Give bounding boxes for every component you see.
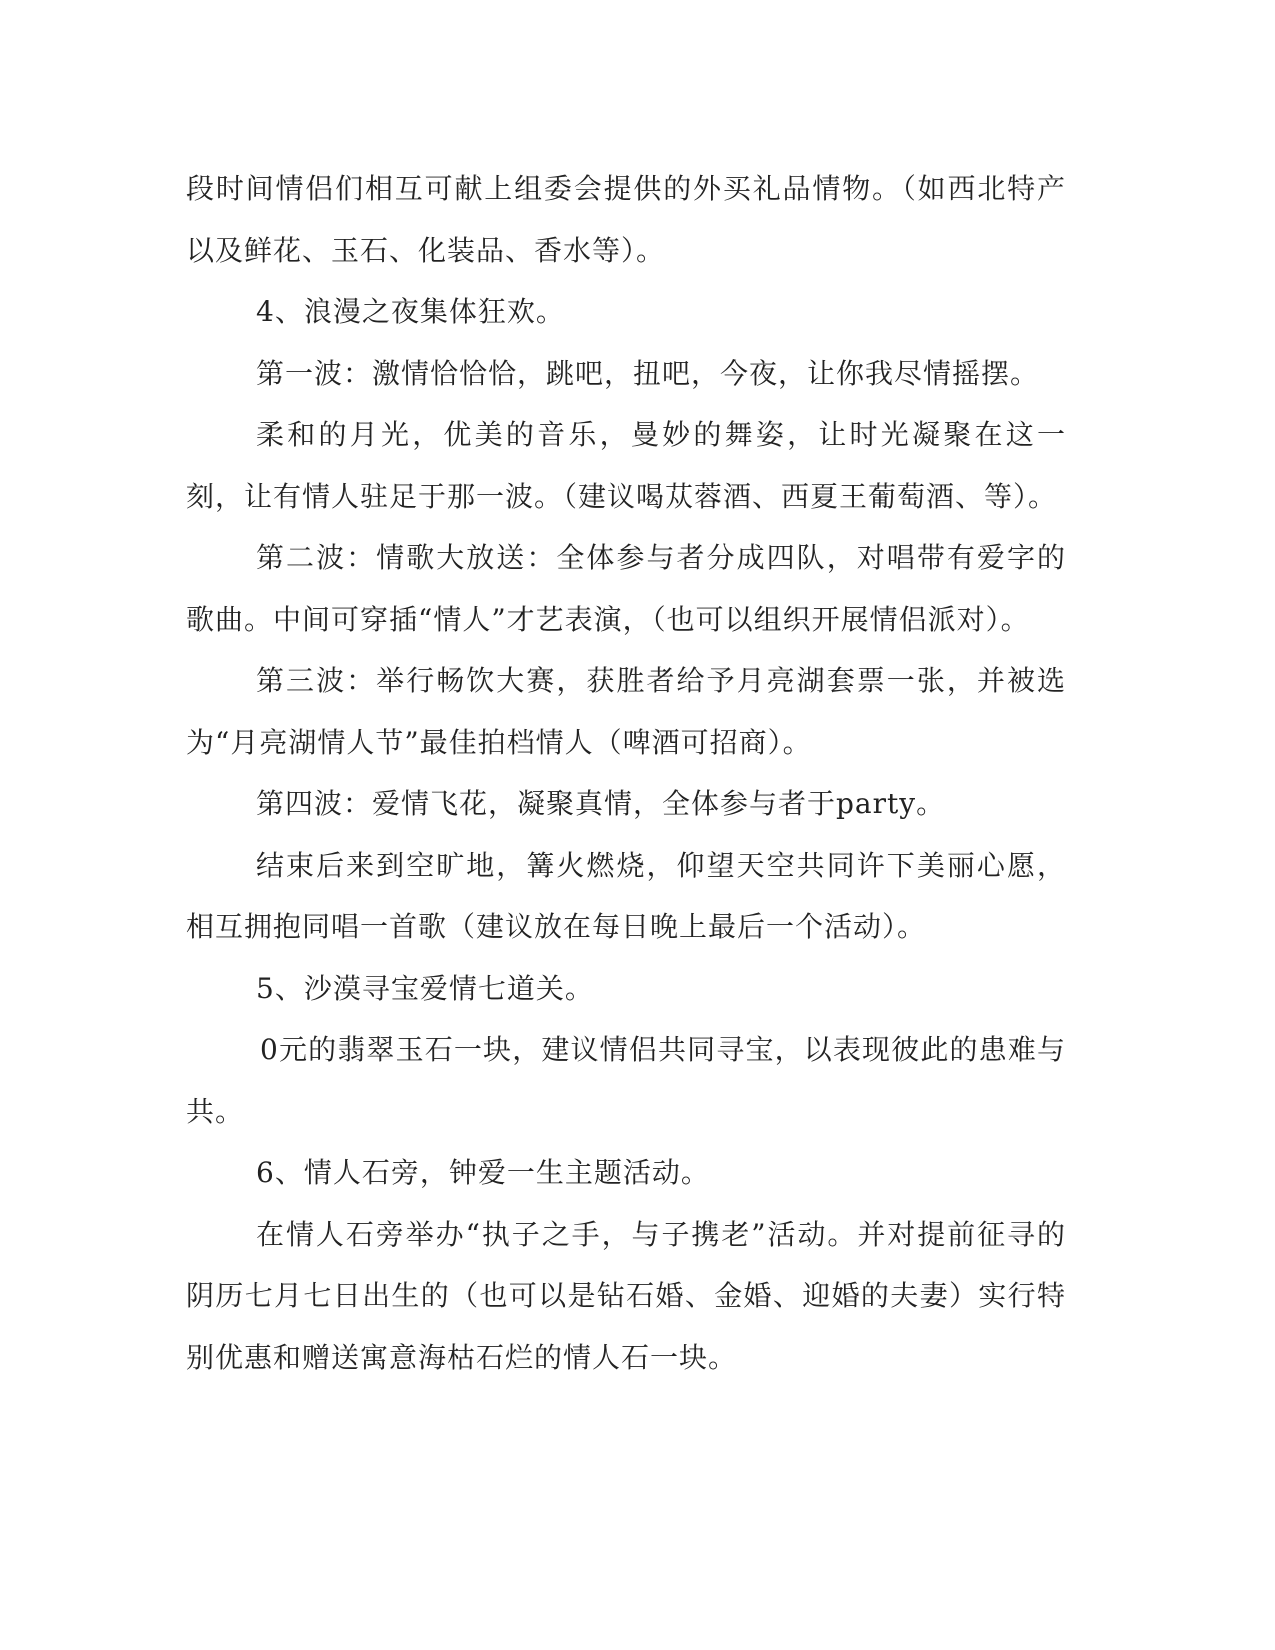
paragraph-11: 6、情人石旁，钟爱一生主题活动。 — [256, 1156, 710, 1189]
paragraph-3: 第一波：激情恰恰恰，跳吧，扭吧，今夜，让你我尽情摇摆。 — [256, 356, 1040, 390]
paragraph-8: 结束后来到空旷地，篝火燃烧，仰望天空共同许下美丽心愿，相互拥抱同唱一首歌（建议放在每日晚上最后一个活动）。 — [186, 848, 1066, 943]
document-body — [186, 158, 1066, 1388]
paragraph-2: 4、浪漫之夜集体狂欢。 — [256, 295, 565, 328]
paragraph-10: 0元的翡翠玉石一块，建议情侣共同寻宝，以表现彼此的患难与共。 — [186, 1033, 1066, 1128]
paragraph-7: 第四波：爱情飞花，凝聚真情，全体参与者于party。 — [256, 787, 946, 820]
paragraph-12: 在情人石旁举办“执子之手，与子携老”活动。并对提前征寻的阴历七月七日出生的（也可以是钻石婚、金婚、迎婚的夫妻）实行特别优惠和赠送寓意海枯石烂的情人石一块。 — [186, 1217, 1066, 1374]
paragraph-1: 段时间情侣们相互可献上组委会提供的外买礼品情物。（如西北特产以及鲜花、玉石、化装品、香水等）。 — [186, 172, 1066, 267]
paragraph-5: 第二波：情歌大放送：全体参与者分成四队，对唱带有爱字的歌曲。中间可穿插“情人”才艺表演，（也可以组织开展情侣派对）。 — [186, 541, 1066, 636]
paragraph-4: 柔和的月光，优美的音乐，曼妙的舞姿，让时光凝聚在这一刻，让有情人驻足于那一波。（建议喝苁蓉酒、西夏王葡萄酒、等）。 — [186, 418, 1066, 513]
paragraph-9: 5、沙漠寻宝爱情七道关。 — [256, 971, 594, 1005]
paragraph-6: 第三波：举行畅饮大赛，获胜者给予月亮湖套票一张，并被选为“月亮湖情人节”最佳拍档情人（啤酒可招商）。 — [186, 664, 1066, 759]
